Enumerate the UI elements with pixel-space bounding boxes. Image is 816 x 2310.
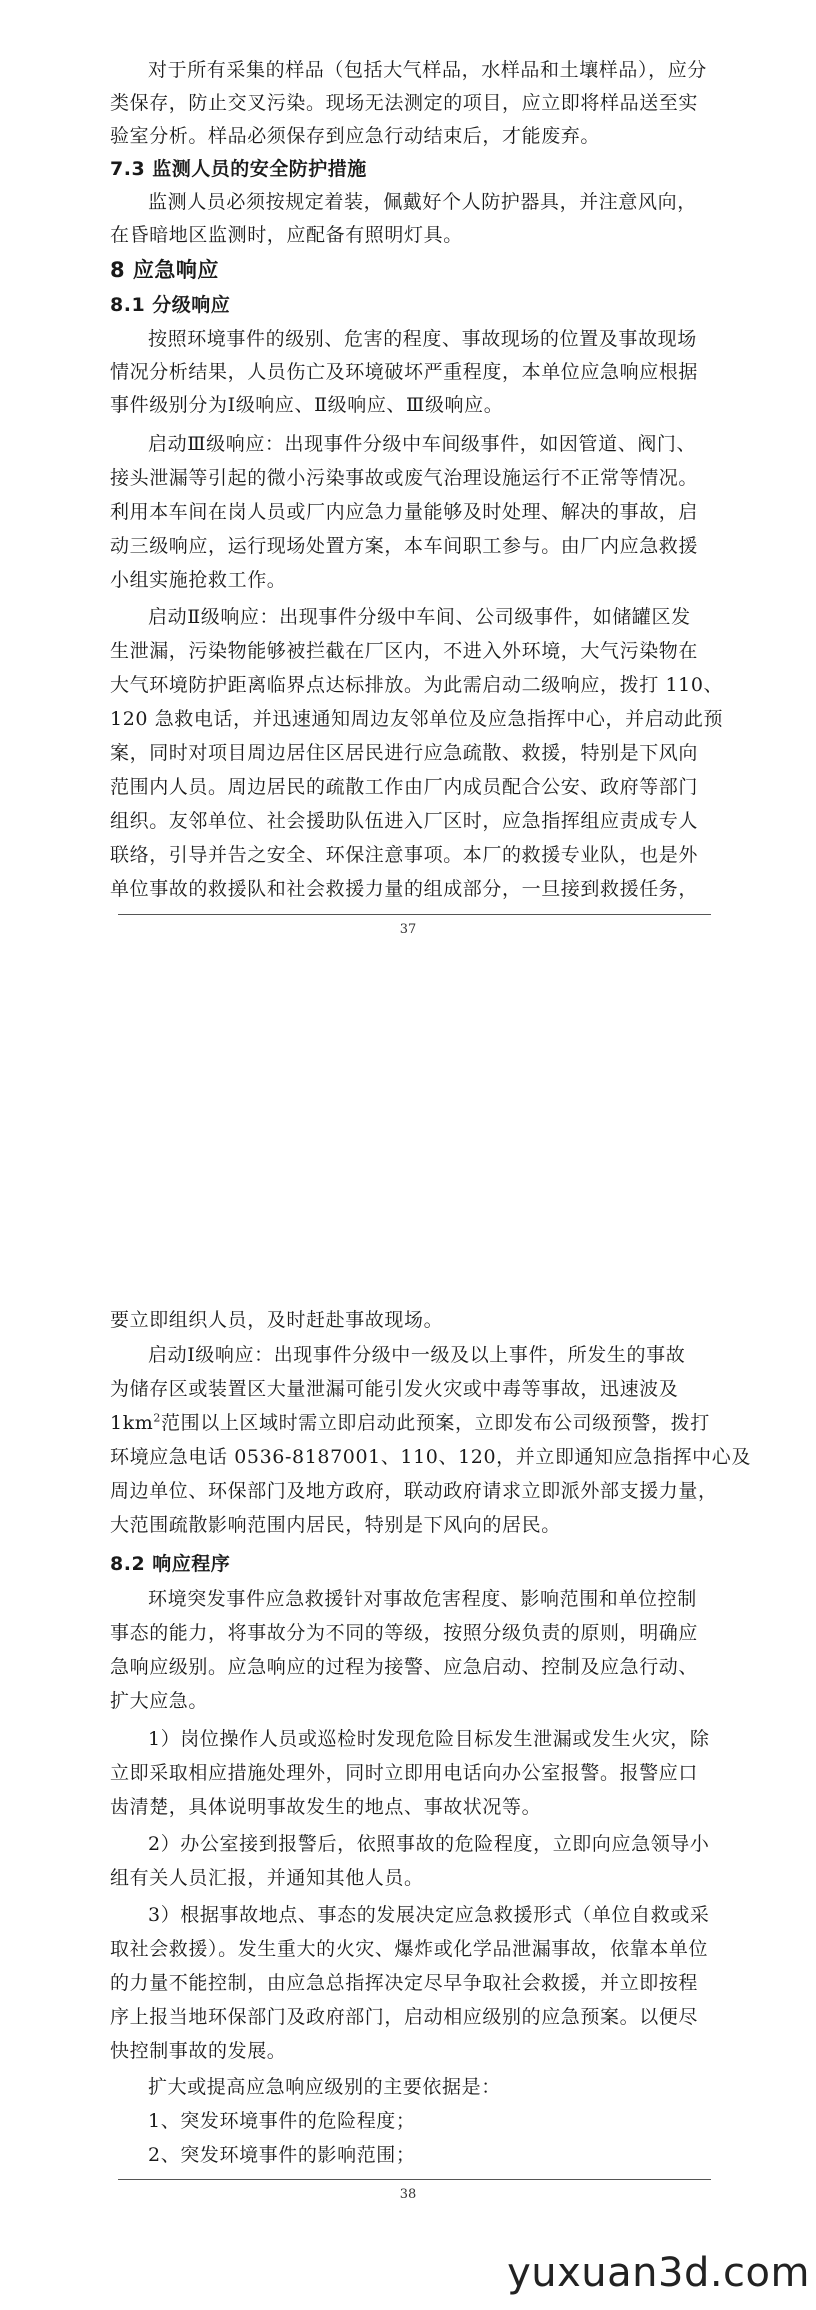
text-line [110,1410,714,1436]
text-line: 情况分析结果，人员伤亡及环境破坏严重程度，本单位应急响应根据 [110,361,699,383]
text-line: 大范围疏散影响范围内居民，特别是下风向的居民。 [110,1514,561,1536]
section-heading-7-3: 7.3 监测人员的安全防护措施 [110,158,367,180]
text-line: 范围内人员。周边居民的疏散工作由厂内成员配合公安、政府等部门 [110,776,699,798]
text-line: 扩大或提高应急响应级别的主要依据是： [148,2076,501,2098]
text-line: 周边单位、环保部门及地方政府，联动政府请求立即派外部支援力量， [110,1480,718,1502]
text-line: 组有关人员汇报，并通知其他人员。 [110,1867,424,1889]
page-38 [0,1270,816,2310]
text-line: 急响应级别。应急响应的过程为接警、应急启动、控制及应急行动、 [110,1656,699,1678]
text-line: 组织。友邻单位、社会援助队伍进入厂区时，应急指挥组应责成专人 [110,810,699,832]
footer-rule [118,2179,711,2180]
text-line: 按照环境事件的级别、危害的程度、事故现场的位置及事故现场 [148,328,697,350]
section-heading-8: 8 应急响应 [110,258,219,282]
section-heading-8-1: 8.1 分级响应 [110,294,231,316]
text-line: 启动Ⅰ级响应：出现事件分级中一级及以上事件，所发生的事故 [148,1344,686,1366]
text-line: 取社会救援）。发生重大的火灾、爆炸或化学品泄漏事故，依靠本单位 [110,1938,709,1960]
text-line: 1）岗位操作人员或巡检时发现危险目标发生泄漏或发生火灾，除 [148,1728,710,1750]
text-line: 在昏暗地区监测时，应配备有照明灯具。 [110,224,463,246]
text-line: 类保存，防止交叉污染。现场无法测定的项目，应立即将样品送至实 [110,92,699,114]
text-line: 事态的能力，将事故分为不同的等级，按照分级负责的原则，明确应 [110,1622,699,1644]
text-line: 环境突发事件应急救援针对事故危害程度、影响范围和单位控制 [148,1588,697,1610]
text-line: 环境应急电话 0536-8187001、110、120，并立即通知应急指挥中心及 [110,1446,751,1468]
text-line: 2）办公室接到报警后，依照事故的危险程度，立即向应急领导小 [148,1833,710,1855]
text-line: 单位事故的救援队和社会救援力量的组成部分，一旦接到救援任务， [110,878,699,900]
text-line: 序上报当地环保部门及政府部门，启动相应级别的应急预案。以便尽 [110,2006,699,2028]
text-line: 要立即组织人员，及时赶赴事故现场。 [110,1309,444,1331]
text-line: 3）根据事故地点、事态的发展决定应急救援形式（单位自救或采 [148,1904,710,1926]
text-line: 的力量不能控制，由应急总指挥决定尽早争取社会救援，并立即按程 [110,1972,699,1994]
text-run: 范围以上区域时需立即启动此预案，立即发布公司级预警，拨打 [161,1412,710,1434]
page-number: 37 [399,922,417,937]
text-line: 生泄漏，污染物能够被拦截在厂区内，不进入外环境，大气污染物在 [110,640,699,662]
superscript: 2 [153,1411,162,1425]
page-number: 38 [399,2187,417,2202]
text-line: 联络，引导并告之安全、环保注意事项。本厂的救援专业队，也是外 [110,844,699,866]
text-line: 对于所有采集的样品（包括大气样品，水样品和土壤样品），应分 [148,59,707,81]
unit-km: 1km [110,1412,154,1434]
watermark: yuxuan3d.com [507,2250,810,2296]
text-line: 启动Ⅲ级响应：出现事件分级中车间级事件，如因管道、阀门、 [148,433,697,455]
text-line: 接头泄漏等引起的微小污染事故或废气治理设施运行不正常等情况。 [110,467,699,489]
list-item: 2、突发环境事件的影响范围； [148,2144,416,2166]
list-item: 1、突发环境事件的危险程度； [148,2110,416,2132]
text-line: 利用本车间在岗人员或厂内应急力量能够及时处理、解决的事故，启 [110,501,699,523]
text-line: 快控制事故的发展。 [110,2040,287,2062]
text-line: 立即采取相应措施处理外，同时立即用电话向办公室报警。报警应口 [110,1762,699,1784]
section-heading-8-2: 8.2 响应程序 [110,1553,231,1575]
text-line: 验室分析。样品必须保存到应急行动结束后，才能废弃。 [110,125,601,147]
text-line: 启动Ⅱ级响应：出现事件分级中车间、公司级事件，如储罐区发 [148,606,691,628]
text-line: 齿清楚，具体说明事故发生的地点、事故状况等。 [110,1796,542,1818]
text-line: 事件级别分为Ⅰ级响应、Ⅱ级响应、Ⅲ级响应。 [110,394,504,416]
footer-rule [118,914,711,915]
page-37 [0,0,816,1058]
text-line: 扩大应急。 [110,1690,209,1712]
text-line: 动三级响应，运行现场处置方案，本车间职工参与。由厂内应急救援 [110,535,699,557]
text-line: 案，同时对项目周边居住区居民进行应急疏散、救援，特别是下风向 [110,742,699,764]
text-line: 大气环境防护距离临界点达标排放。为此需启动二级响应，拨打 110、 [110,674,724,696]
text-line: 为储存区或装置区大量泄漏可能引发火灾或中毒等事故，迅速波及 [110,1378,679,1400]
text-line: 监测人员必须按规定着装，佩戴好个人防护器具，并注意风向， [148,191,697,213]
text-line: 120 急救电话，并迅速通知周边友邻单位及应急指挥中心，并启动此预 [110,708,724,730]
text-line: 小组实施抢救工作。 [110,569,287,591]
